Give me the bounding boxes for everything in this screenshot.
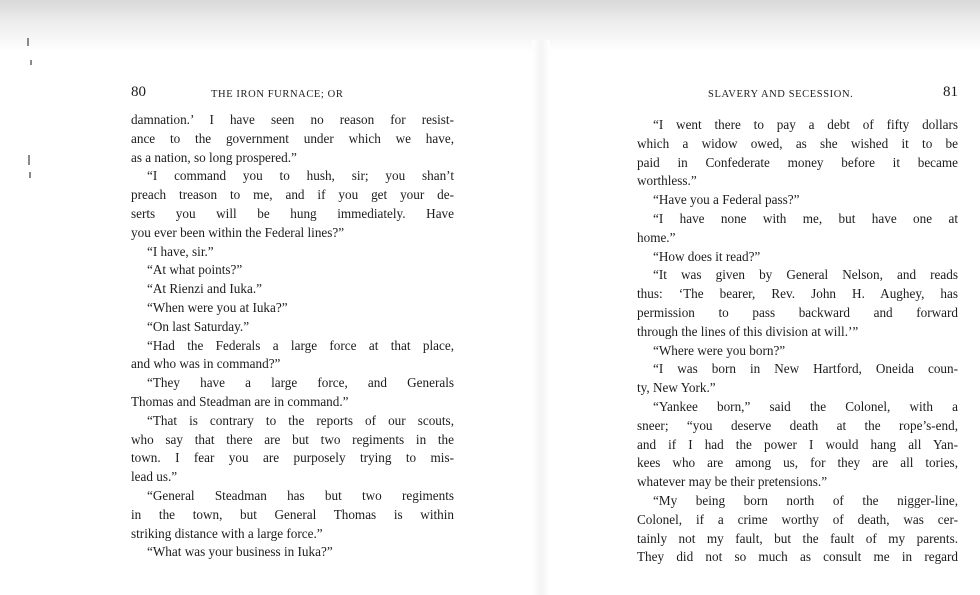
text-line: “It was given by General Nelson, and reads <box>653 267 958 283</box>
scan-speck <box>29 172 31 178</box>
left-running-head <box>131 84 454 108</box>
text-line: “What was your business in Iuka?” <box>147 544 333 560</box>
text-line: preach treason to me, and if you get your de- <box>131 187 454 203</box>
text-line: permission to pass backward and forward <box>637 304 958 320</box>
text-line: “I command you to hush, sir; you shan’t <box>147 168 454 184</box>
scan-shadow <box>0 0 980 52</box>
left-running-title: THE IRON FURNACE; OR <box>211 89 344 100</box>
text-line: you ever been within the Federal lines?” <box>131 224 345 240</box>
right-page-body <box>637 116 958 567</box>
text-line: “General Steadman has but two regiments <box>147 487 454 503</box>
right-running-head <box>637 84 958 108</box>
text-line: “Yankee born,” said the Colonel, with a <box>653 398 958 414</box>
scan-speck <box>28 155 30 165</box>
text-line: in the town, but General Thomas is within <box>131 506 454 522</box>
text-line: “Have you a Federal pass?” <box>653 192 800 208</box>
text-line: “When were you at Iuka?” <box>147 299 288 315</box>
text-line: Thomas and Steadman are in command.” <box>131 393 349 409</box>
text-line: “Had the Federals a large force at that place, <box>147 337 454 353</box>
right-page-number: 81 <box>943 84 958 100</box>
text-line: striking distance with a large force.” <box>131 525 323 541</box>
scan-speck <box>30 60 32 65</box>
text-line: worthless.” <box>637 173 697 189</box>
text-line: kees who are among us, for they are all tories, <box>637 455 958 471</box>
text-line: and if I had the power I would hang all Yan- <box>637 436 958 452</box>
scan-speck <box>27 38 29 46</box>
text-line: ance to the government under which we have, <box>131 130 454 146</box>
text-line: through the lines of this division at will.’” <box>637 323 859 339</box>
text-line: “I went there to pay a debt of fifty dollars <box>653 117 958 132</box>
text-line: serts you will be hung immediately. Have <box>131 205 454 221</box>
text-line: “That is contrary to the reports of our scouts, <box>147 412 454 428</box>
text-line: They did not so much as consult me in regard <box>637 549 958 565</box>
text-line: “At Rienzi and Iuka.” <box>147 281 262 297</box>
text-line: as a nation, so long prospered.” <box>131 149 297 165</box>
text-line: “I have, sir.” <box>147 243 214 259</box>
text-line: town. I fear you are purposely trying to mis- <box>131 450 454 466</box>
text-line: home.” <box>637 229 676 245</box>
text-line: tainly not my fault, but the fault of my parents. <box>637 530 958 546</box>
left-page <box>131 84 454 562</box>
text-line: whatever may be their pretensions.” <box>637 474 828 490</box>
text-line: damnation.’ I have seen no reason for resist- <box>131 112 454 127</box>
text-line: who say that there are but two regiments in the <box>131 431 454 447</box>
right-running-title: SLAVERY AND SECESSION. <box>708 89 854 100</box>
text-line: “My being born north of the nigger-line, <box>653 492 958 508</box>
text-line: “I have none with me, but have one at <box>653 210 958 226</box>
text-line: “Where were you born?” <box>653 342 786 358</box>
text-line: and who was in command?” <box>131 356 281 372</box>
text-line: thus: ‘The bearer, Rev. John H. Aughey, has <box>637 286 958 302</box>
book-gutter <box>532 40 550 595</box>
text-line: “How does it read?” <box>653 248 761 264</box>
left-page-body <box>131 111 454 562</box>
text-line: lead us.” <box>131 469 178 485</box>
text-line: paid in Confederate money before it became <box>637 154 958 170</box>
text-line: Colonel, if a crime worthy of death, was cer- <box>637 511 958 527</box>
text-line: “On last Saturday.” <box>147 318 250 334</box>
left-page-number: 80 <box>131 84 146 100</box>
text-line: “They have a large force, and Generals <box>147 375 454 391</box>
right-page <box>637 84 958 567</box>
text-line: “At what points?” <box>147 262 243 278</box>
text-line: which a widow owed, as she wished it to be <box>637 135 958 151</box>
text-line: “I was born in New Hartford, Oneida coun- <box>653 361 958 377</box>
text-line: ty, New York.” <box>637 380 716 396</box>
text-line: sneer; “you deserve death at the rope’s-end, <box>637 417 958 433</box>
